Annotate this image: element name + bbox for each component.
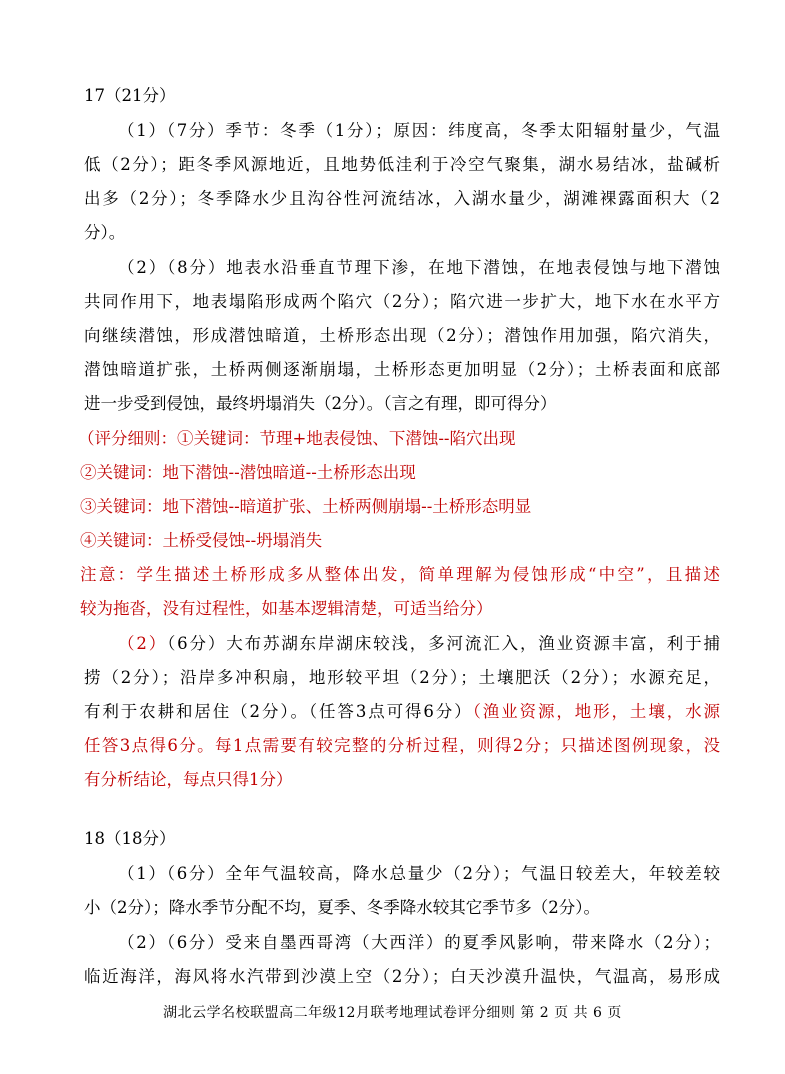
q17-p3-line3 [84,702,720,722]
scoring-rule-4: ④关键词：土桥受侵蚀--坍塌消失 [80,531,323,550]
q18-p1-line2: 小（2分）；降水季节分配不均，夏季、冬季降水较其它季节多（2分）。 [84,898,600,917]
q18-p2-line2: 临近海洋，海风将水汽带到沙漠上空（2分）；白天沙漠升温快，气温高，易形成 [84,967,720,986]
scoring-rule-3: ③关键词：地下潜蚀--暗道扩张、土桥两侧崩塌--土桥形态明显 [80,497,532,516]
q18-p2-line1: （2）（6分）受来自墨西哥湾（大西洋）的夏季风影响，带来降水（2分）； [118,933,720,952]
q18-heading: 18（18分） [84,829,176,848]
q17-p3-scoring-line1: 任答3点得6分。每1点需要有较完整的分析过程，则得2分；只描述图例现象，没 [84,736,720,755]
q18-p1-line1: （1）（6分）全年气温较高，降水总量少（2分）；气温日较差大，年较差较 [118,864,720,883]
q17-p2-line4: 潜蚀暗道扩张，土桥两侧逐渐崩塌，土桥形态更加明显（2分）；土桥表面和底部 [84,360,720,379]
q17-p3-line3-scoring: （渔业资源，地形，土壤，水源 [472,702,721,721]
scoring-rule-2: ②关键词：地下潜蚀--潜蚀暗道--土桥形态出现 [80,463,416,482]
q17-p2-line1: （2）（8分）地表水沿垂直节理下渗，在地下潜蚀，在地表侵蚀与地下潜蚀 [118,258,720,277]
q17-p3-line1-text: （6分）大布苏湖东岸湖床较浅，多河流汇入，渔业资源丰富，利于捕 [167,634,721,653]
q17-p3-line3-text: 有利于农耕和居住（2分）。（任答3点可得6分） [84,702,473,721]
q17-p3-lead: （2） [118,634,168,653]
q17-p1-line3: 出多（2分）；冬季降水少且沟谷性河流结冰，入湖水量少，湖滩裸露面积大（2 [84,189,720,208]
q17-p3-scoring-line2: 有分析结论，每点只得1分） [84,770,293,789]
q17-p1-line4: 分）。 [84,223,126,242]
q17-p3-line2: 捞（2分）；沿岸多冲积扇，地形较平坦（2分）；土壤肥沃（2分）；水源充足， [84,668,720,687]
q17-heading: 17（21分） [84,86,176,105]
q17-p3-line1 [118,634,720,654]
scoring-note-line1: 注意：学生描述土桥形成多从整体出发，简单理解为侵蚀形成“中空”，且描述 [80,565,720,584]
q17-p2-line3: 向继续潜蚀，形成潜蚀暗道，土桥形态出现（2分）；潜蚀作用加强，陷穴消失， [84,326,720,345]
scoring-rule-1: （评分细则：①关键词：节理+地表侵蚀、下潜蚀--陷穴出现 [78,429,516,448]
q17-p2-line5: 进一步受到侵蚀，最终坍塌消失（2分）。（言之有理，即可得分） [84,394,557,413]
q17-p1-line1: （1）（7分）季节：冬季（1分）；原因：纬度高，冬季太阳辐射量少，气温 [118,121,720,140]
page-footer: 湖北云学名校联盟高二年级12月联考地理试卷评分细则 第 2 页 共 6 页 [163,1005,622,1021]
q17-p2-line2: 共同作用下，地表塌陷形成两个陷穴（2分）；陷穴进一步扩大，地下水在水平方 [84,292,720,311]
q17-p1-line2: 低（2分）；距冬季风源地近，且地势低洼利于冷空气聚集，湖水易结冰，盐碱析 [84,155,720,174]
scoring-note-line2: 较为拖沓，没有过程性，如基本逻辑清楚，可适当给分） [80,599,493,618]
